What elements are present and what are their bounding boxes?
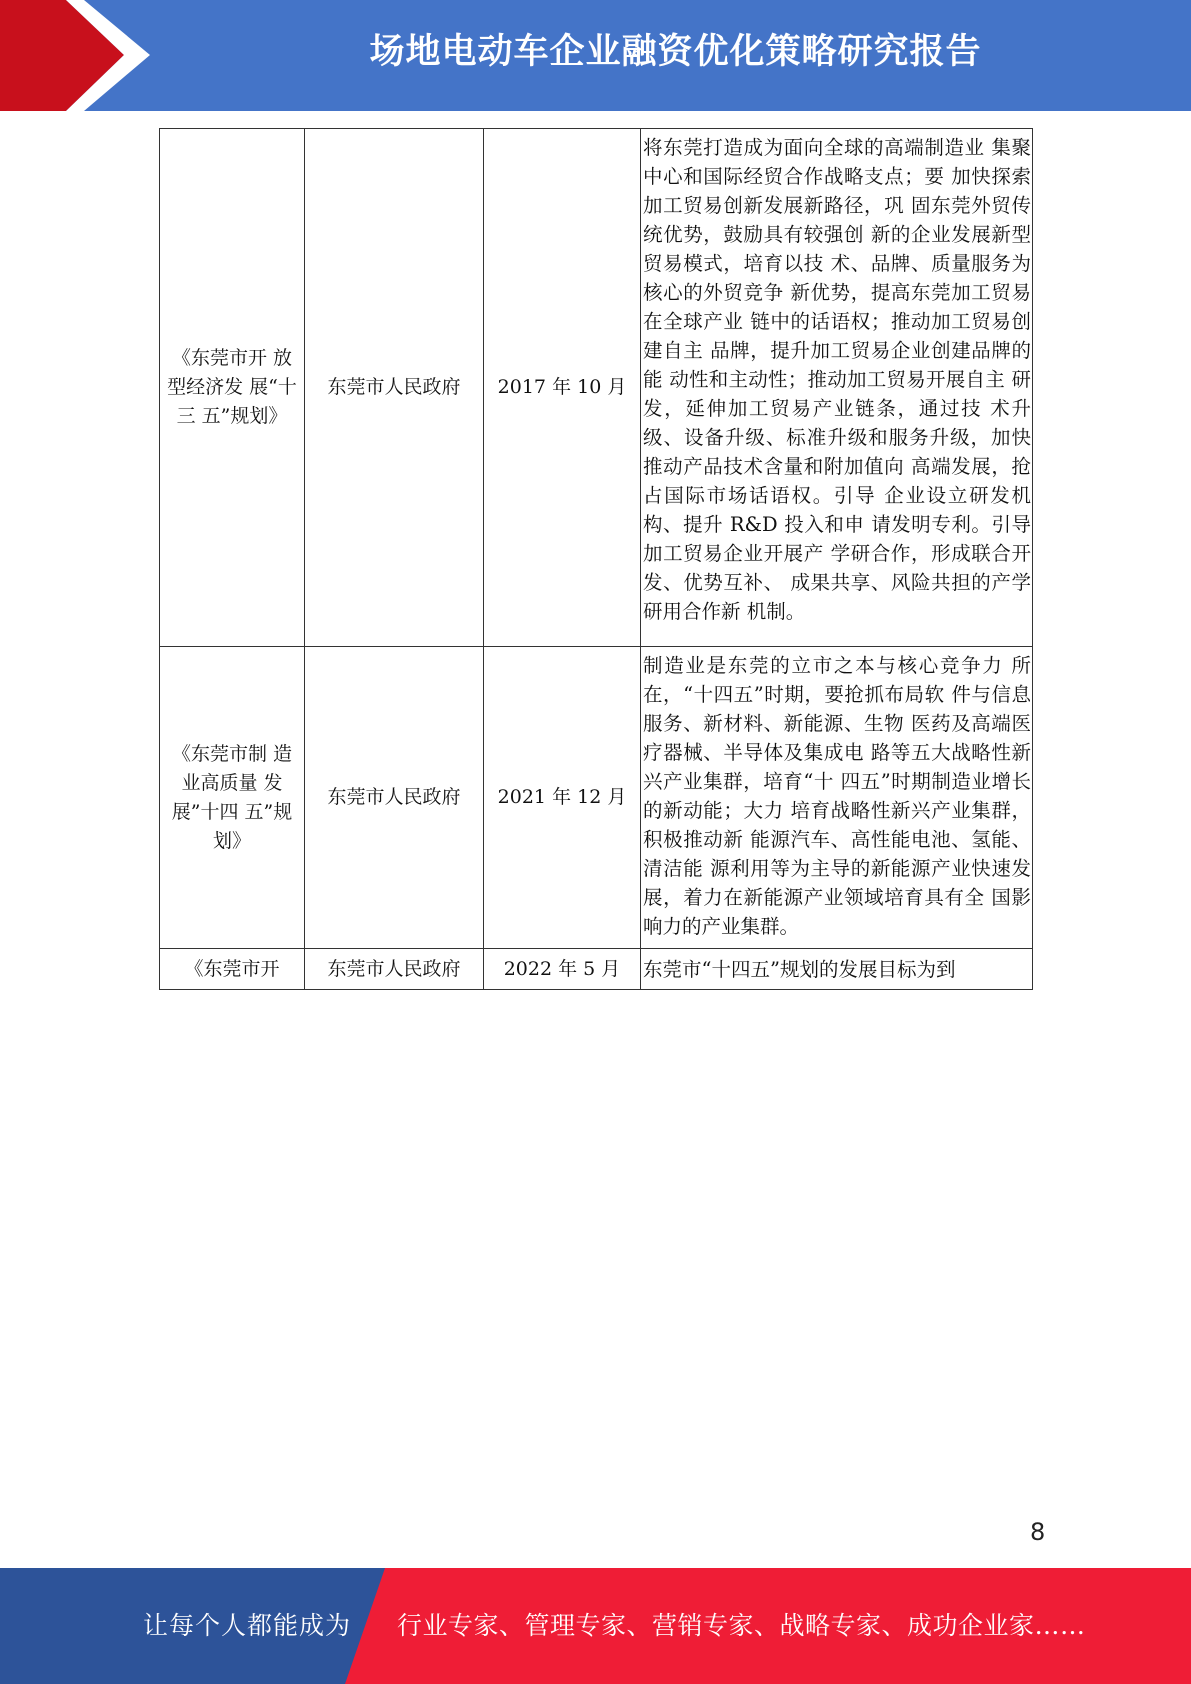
date-cell: 2017 年 10 月 [484,129,641,647]
footer-slogan-left: 让每个人都能成为 [143,1611,352,1640]
issuer-cell: 东莞市人民政府 [305,949,484,990]
header-arrow-decoration [0,0,160,111]
policy-name-cell: 《东莞市开 放型经济发 展“十三 五”规划》 [160,129,305,647]
table-row [160,949,1033,990]
policy-name-cell: 《东莞市制 造业高质量 发展”十四 五”规划》 [160,647,305,949]
content-cell: 将东莞打造成为面向全球的高端制造业 集聚中心和国际经贸合作战略支点；要 加快探索加工贸易创新发展新路径，巩 固东莞外贸传统优势，鼓励具有较强创 新的企业发展新型贸易模式，培育以技 术、品牌、质量服务为核心的外贸竞争 新优势，提高东莞加工贸易在全球产业 链中的话语权；推动加工贸易创建自主 品牌，提升加工贸易企业创建品牌的能 动性和主动性；推动加工贸易开展自主 研发，延伸加工贸易产业链条，通过技 术升级、设备升级、标准升级和服务升级，加快推动产品技术含量和附加值向 高端发展，抢占国际市场话语权。引导 企业设立研发机构、提升 R&D 投入和申 请发明专利。引导加工贸易企业开展产 学研合作，形成联合开发、优势互补、 成果共享、风险共担的产学研用合作新 机制。 [641,129,1033,647]
table-row [160,129,1033,647]
issuer-cell: 东莞市人民政府 [305,647,484,949]
issuer-cell: 东莞市人民政府 [305,129,484,647]
policy-table [159,128,1033,990]
content-cell: 东莞市“十四五”规划的发展目标为到 [641,949,1033,990]
footer-slogan-right: 行业专家、管理专家、营销专家、战略专家、成功企业家…… [397,1611,1086,1640]
date-cell: 2022 年 5 月 [484,949,641,990]
content-cell: 制造业是东莞的立市之本与核心竞争力 所在，“十四五”时期，要抢抓布局软 件与信息服务、新材料、新能源、生物 医药及高端医疗器械、半导体及集成电 路等五大战略性新兴产业集群，培育“十 四五”时期制造业增长的新动能；大力 培育战略性新兴产业集群，积极推动新 能源汽车、高性能电池、氢能、清洁能 源利用等为主导的新能源产业快速发 展，着力在新能源产业领域培育具有全 国影响力的产业集群。 [641,647,1033,949]
report-title: 场地电动车企业融资优化策略研究报告 [369,32,982,72]
page-header [0,0,1191,111]
policy-name-cell: 《东莞市开 [160,949,305,990]
page-footer [0,1568,1191,1684]
table-row [160,647,1033,949]
date-cell: 2021 年 12 月 [484,647,641,949]
page-number: 8 [1030,1518,1046,1546]
